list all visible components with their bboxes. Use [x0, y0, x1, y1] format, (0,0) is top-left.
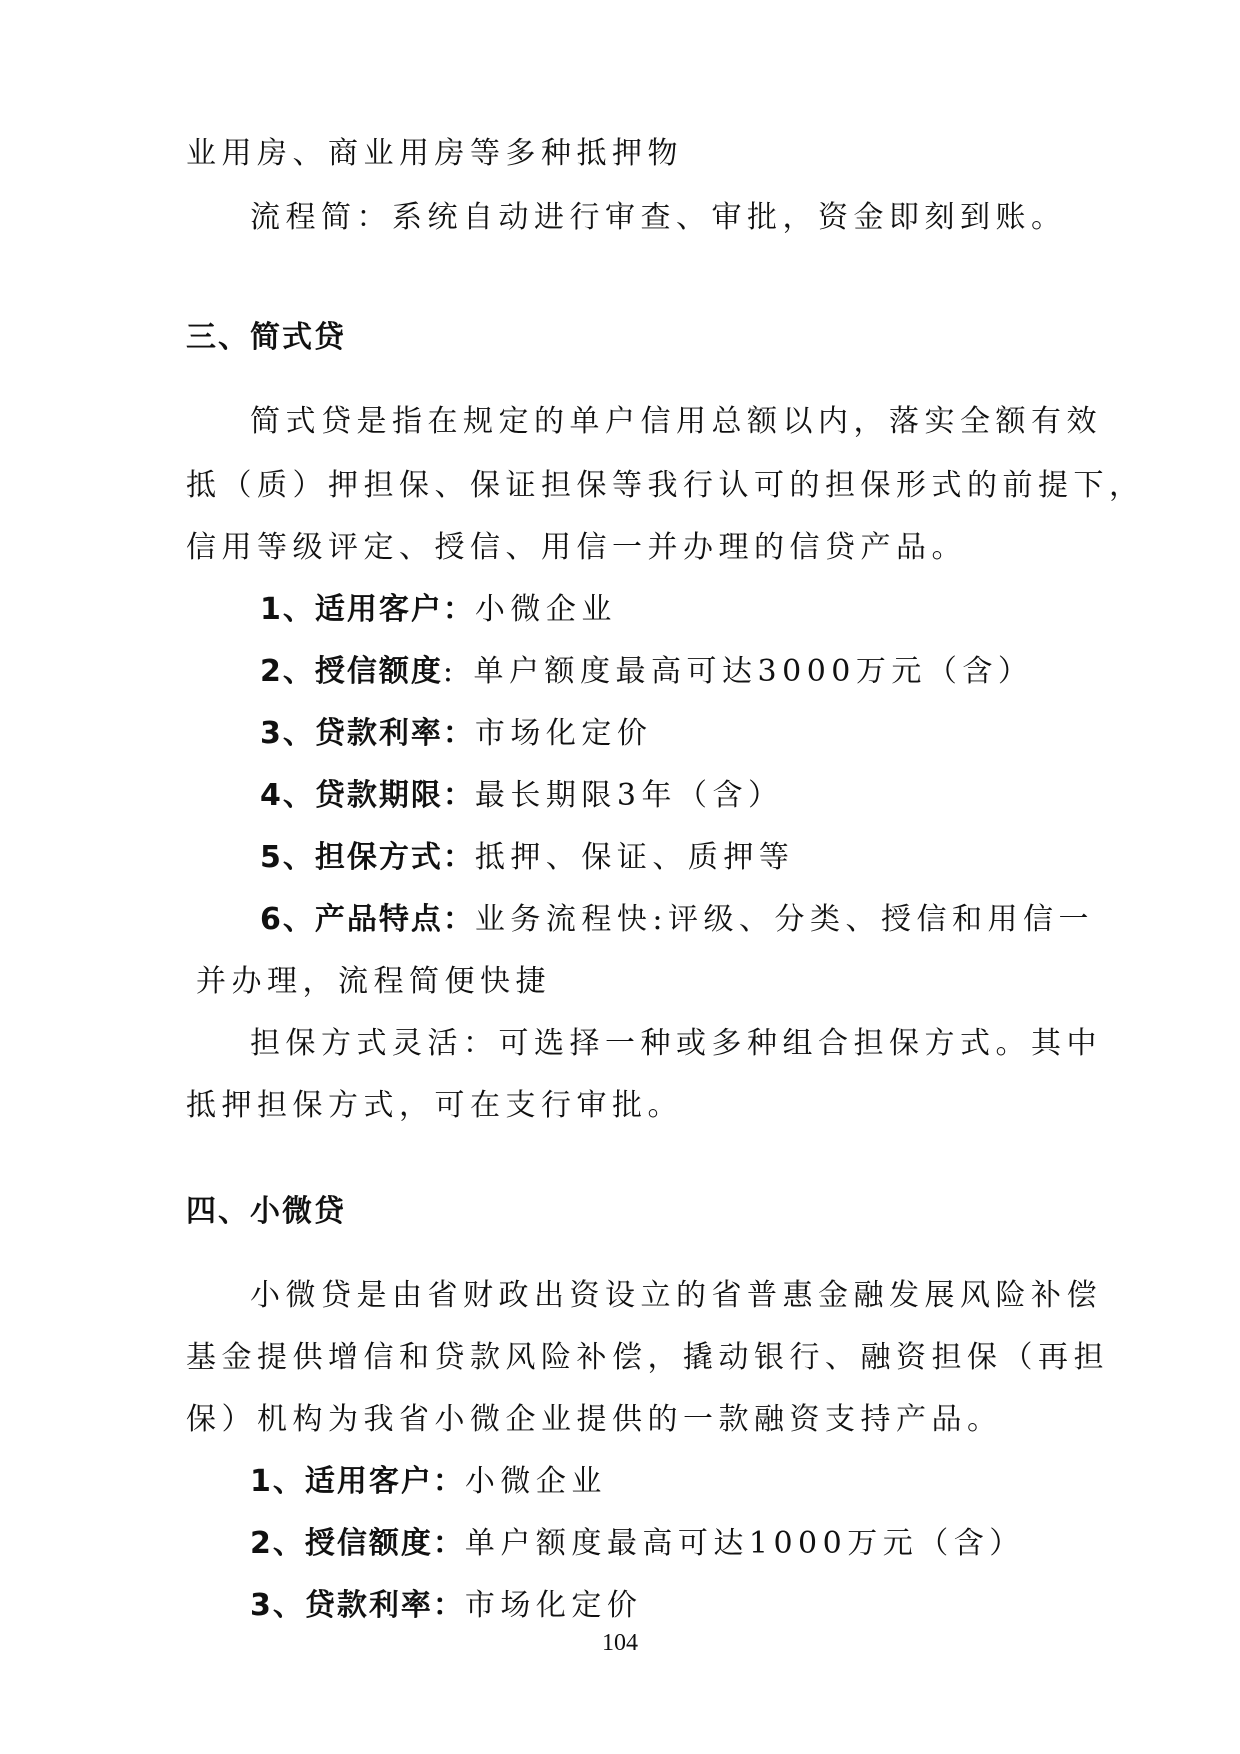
- item-value: 抵押、保证、质押等: [474, 840, 795, 875]
- section-3-item-6: [260, 900, 1094, 940]
- section-3-item-2: [260, 652, 1033, 692]
- section-4-para-line-1: 小微贷是由省财政出资设立的省普惠金融发展风险补偿: [250, 1278, 1102, 1313]
- item-value: 小微企业: [474, 592, 617, 627]
- item-value: 市场化定价: [464, 1588, 643, 1623]
- section-4-heading: 四、小微贷: [186, 1194, 346, 1229]
- section-4-para-line-3: 保）机构为我省小微企业提供的一款融资支持产品。: [186, 1402, 1003, 1437]
- item-label: 4、贷款期限：: [260, 778, 475, 813]
- section-3-item-1: [260, 590, 617, 630]
- item-label: 5、担保方式：: [260, 840, 475, 875]
- section-3-item-5: [260, 838, 794, 878]
- item-label: 1、适用客户：: [260, 592, 475, 627]
- item-value: 单户额度最高可达1000万元（含）: [464, 1526, 1025, 1561]
- item-value: 最长期限3年（含）: [474, 778, 784, 813]
- section-3-guarantee-line-1: 担保方式灵活：可选择一种或多种组合担保方式。其中: [250, 1026, 1102, 1061]
- section-3-item-6-continuation: 并办理，流程简便快捷: [196, 964, 551, 999]
- item-value: : 单户额度最高可达3000万元（含）: [442, 654, 1034, 689]
- section-3-para-line-1: 简式贷是指在规定的单户信用总额以内，落实全额有效: [250, 404, 1102, 439]
- section-3-item-3: [260, 714, 652, 754]
- item-label: 3、贷款利率：: [250, 1588, 465, 1623]
- item-label: 2、授信额度：: [250, 1526, 465, 1561]
- section-3-heading: 三、简式贷: [186, 320, 346, 355]
- section-4-item-1: [250, 1462, 607, 1502]
- item-label: 1、适用客户：: [250, 1464, 465, 1499]
- item-value: 业务流程快:评级、分类、授信和用信一: [474, 902, 1094, 937]
- section-3-guarantee-line-2: 抵押担保方式，可在支行审批。: [186, 1088, 683, 1123]
- section-4-item-2: [250, 1524, 1025, 1564]
- item-label: 6、产品特点：: [260, 902, 475, 937]
- item-label: 2、授信额度: [260, 654, 443, 689]
- section-3-para-line-2: 抵（质）押担保、保证担保等我行认可的担保形式的前提下，: [186, 468, 1145, 503]
- section-3-para-line-3: 信用等级评定、授信、用信一并办理的信贷产品。: [186, 530, 967, 565]
- page-number: 104: [602, 1630, 638, 1656]
- item-value: 市场化定价: [474, 716, 653, 751]
- section-4-para-line-2: 基金提供增信和贷款风险补偿，撬动银行、融资担保（再担: [186, 1340, 1109, 1375]
- intro-line-2: 流程简：系统自动进行审查、审批，资金即刻到账。: [250, 200, 1067, 235]
- section-3-item-4: [260, 776, 783, 816]
- item-label: 3、贷款利率：: [260, 716, 475, 751]
- section-4-item-3: [250, 1586, 642, 1626]
- item-value: 小微企业: [464, 1464, 607, 1499]
- intro-line-1: 业用房、商业用房等多种抵押物: [186, 136, 683, 171]
